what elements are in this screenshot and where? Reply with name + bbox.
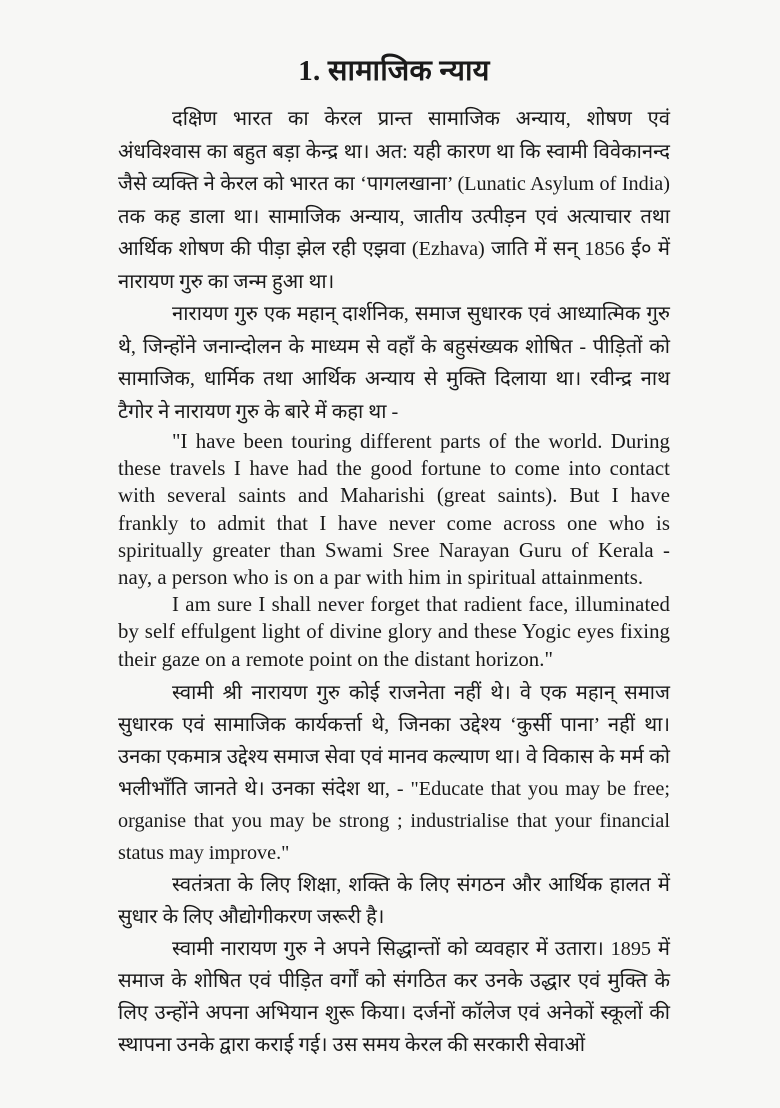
paragraph-kerala-intro: दक्षिण भारत का केरल प्रान्त सामाजिक अन्याय, शोषण एवं अंधविश्वास का बहुत बड़ा केन्द्र था। अत: यही कारण था कि स्वामी विवेकानन्द जैसे व्यक्ति ने केरल को भारत का ‘पागलखाना’ (Lunatic Asylum of India) तक कह डाला था। सामाजिक अन्याय, जातीय उत्पीड़न एवं अत्याचार तथा आर्थिक शोषण की पीड़ा झेल रही एझवा (Ezhava) जाति में सन् 1856 ई० में नारायण गुरु का जन्म हुआ था।	[118, 108, 670, 293]
paragraph-message-summary: स्वतंत्रता के लिए शिक्षा, शक्ति के लिए संगठन और आर्थिक हालत में सुधार के लिए औद्योगीकरण जरूरी है।	[118, 873, 670, 928]
paragraph-tagore-quote-1: "I have been touring different parts of the world. During these travels I have had the good fortune to come into contact with several saints and Maharishi (great saints). But I have frankly to admit that I have never come across one who is spiritually greater than Swami Sree Narayan Guru of Kerala - nay, a person who is on a par with him in spiritual attainments.	[118, 430, 670, 590]
chapter-title: 1. सामाजिक न्याय	[298, 55, 490, 87]
paragraph-campaign: स्वामी नारायण गुरु ने अपने सिद्धान्तों को व्यवहार में उतारा। 1895 में समाज के शोषित एवं पीड़ित वर्गों को संगठित कर उनके उद्धार एवं मुक्ति के लिए उन्होंने अपना अभियान शुरू किया। दर्जनों कॉलेज एवं अनेकों स्कूलों की स्थापना उनके द्वारा कराई गई। उस समय केरल की सरकारी सेवाओं	[118, 937, 670, 1056]
paragraph-tagore-quote-2: I am sure I shall never forget that radient face, illuminated by self effulgent light of divine glory and these Yogic eyes fixing their gaze on a remote point on the distant horizon."	[118, 593, 670, 671]
paragraph-narayan-guru: नारायण गुरु एक महान् दार्शनिक, समाज सुधारक एवं आध्यात्मिक गुरु थे, जिन्होंने जनान्दोलन के माध्यम से वहाँ के बहुसंख्यक शोषित - पीड़ितों को सामाजिक, धार्मिक तथा आर्थिक अन्याय से मुक्ति दिलाया था। रवीन्द्र नाथ टैगोर ने नारायण गुरु के बारे में कहा था -	[118, 303, 670, 423]
paragraph-social-reformer: स्वामी श्री नारायण गुरु कोई राजनेता नहीं थे। वे एक महान् समाज सुधारक एवं सामाजिक कार्यकर्त्ता थे, जिनका उद्देश्य ‘कुर्सी पाना’ नहीं था। उनका एकमात्र उद्देश्य समाज सेवा एवं मानव कल्याण था। वे विकास के मर्म को भलीभाँति जानते थे। उनका संदेश था, - "Educate that you may be free; organise that you may be strong ; industrialise that your financial status may improve."	[118, 681, 670, 864]
